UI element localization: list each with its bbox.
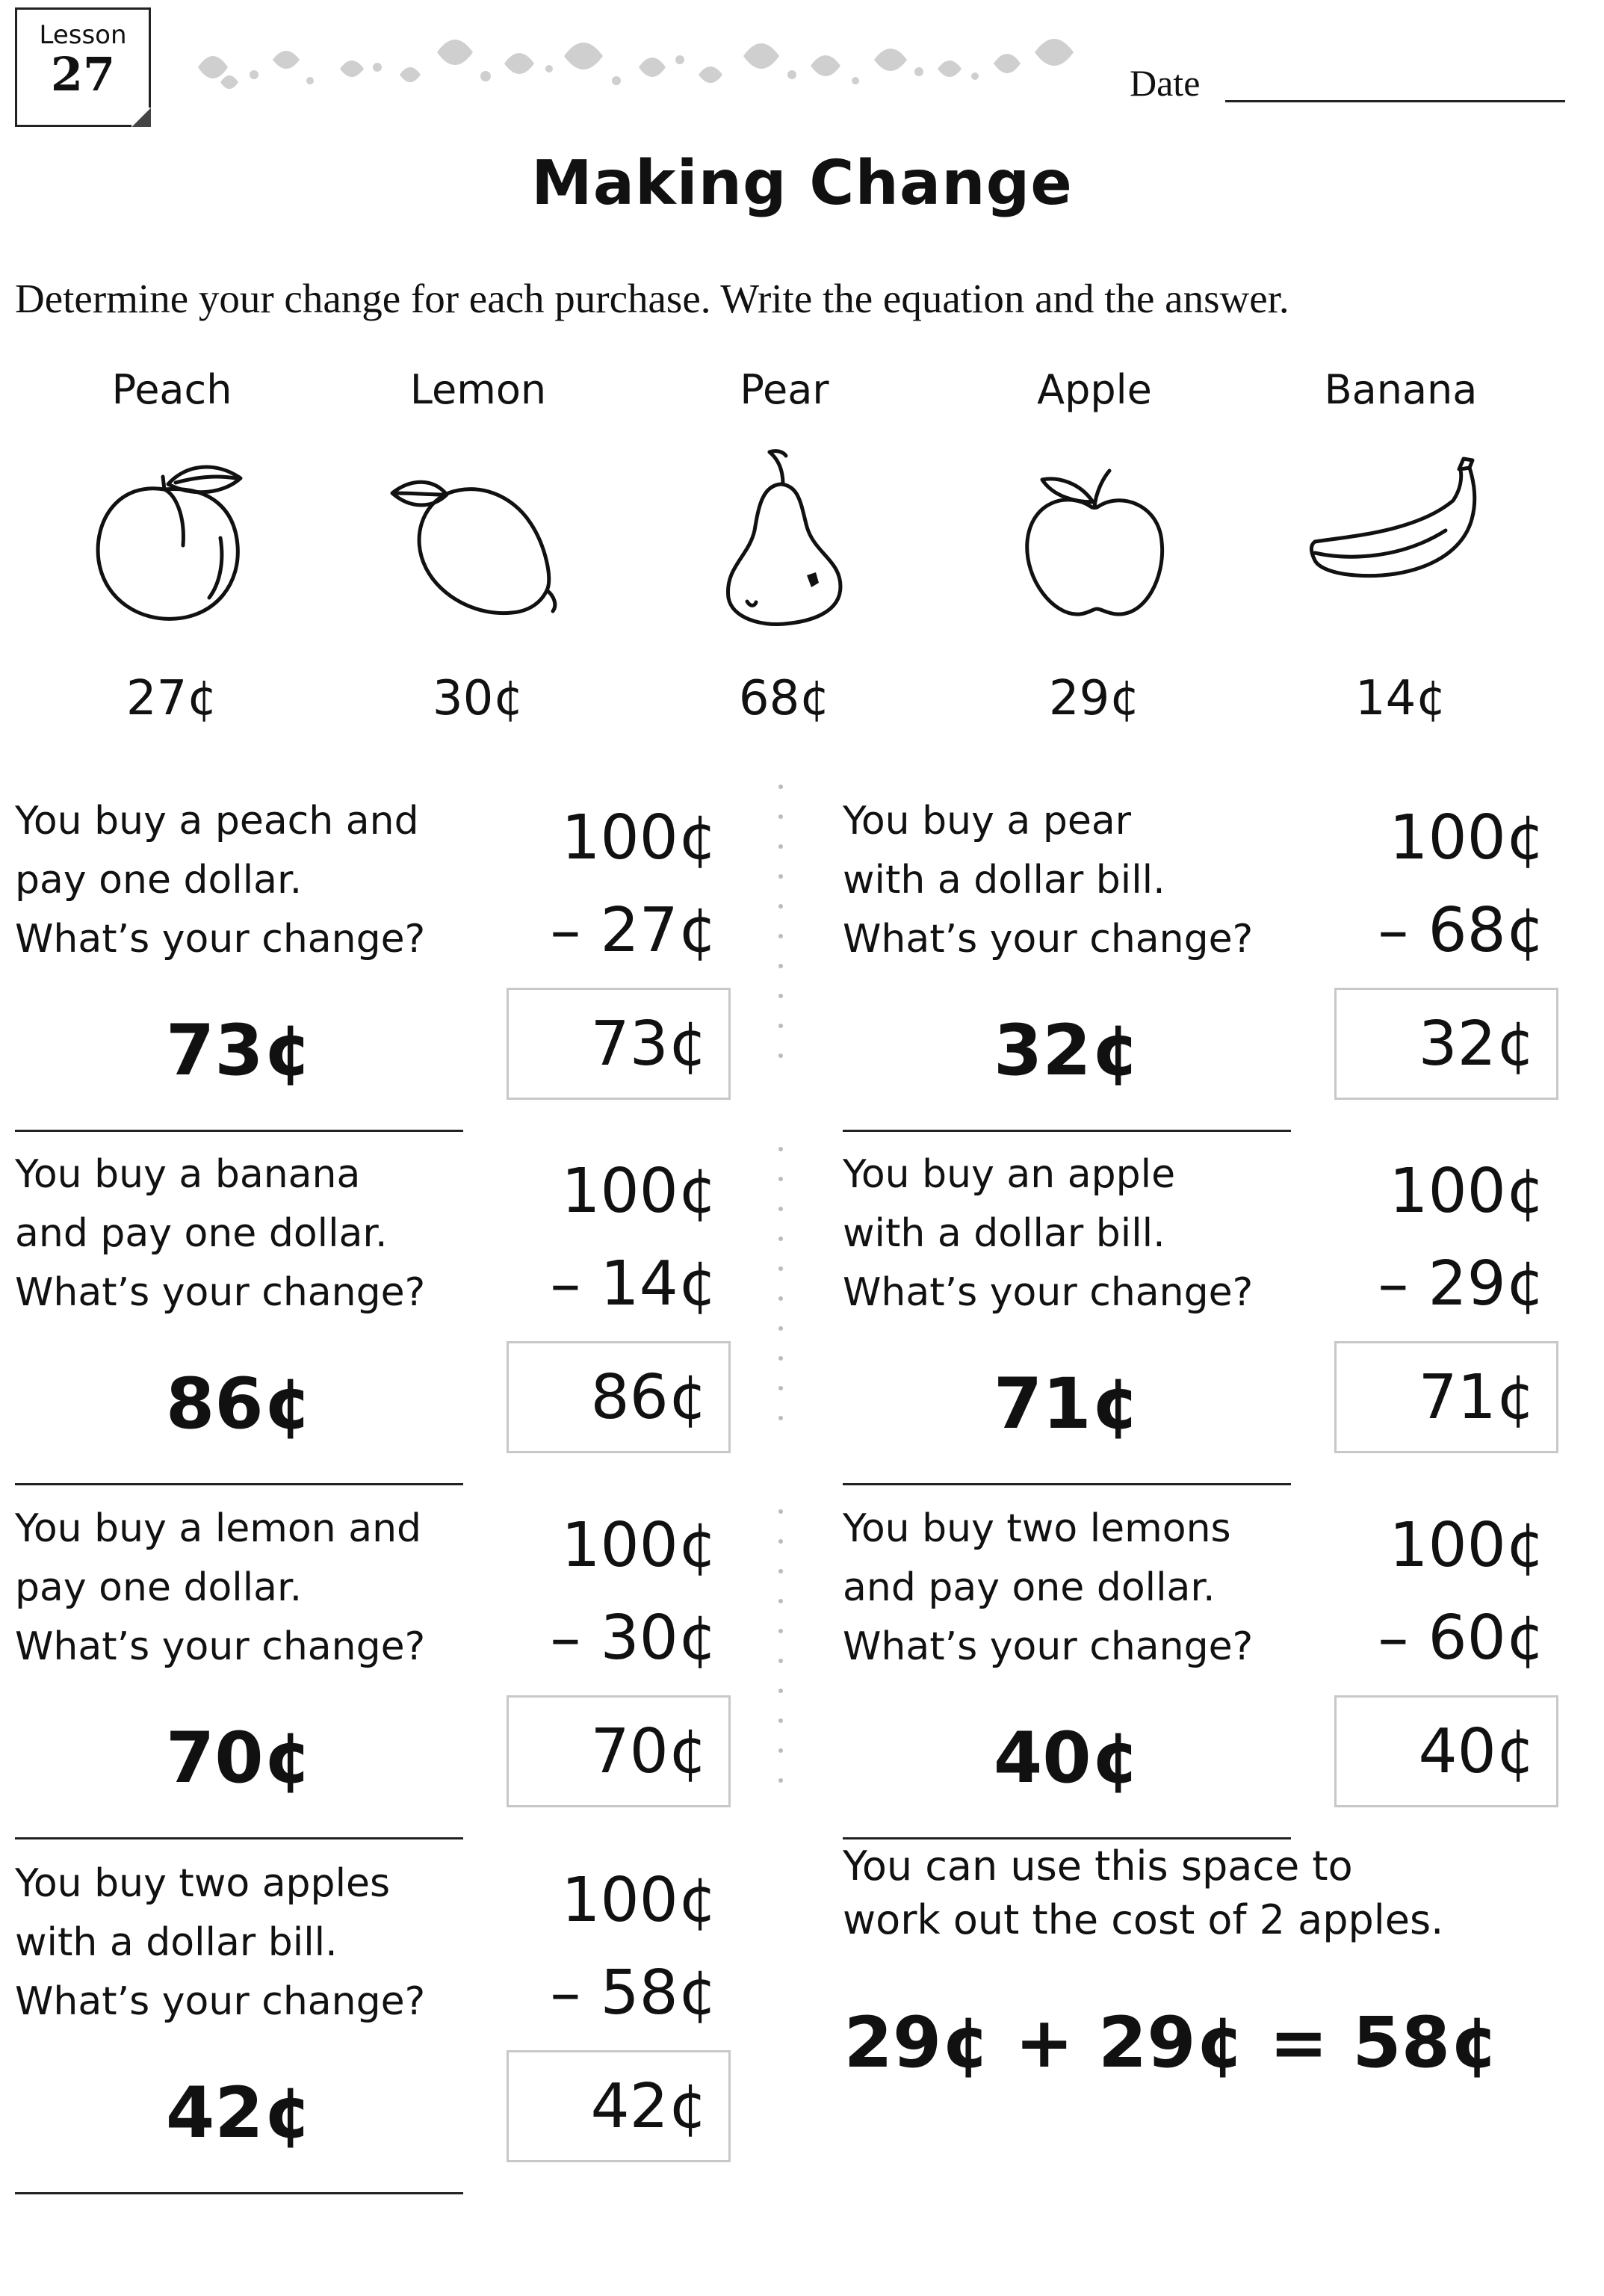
subtraction-equation <box>493 1854 717 2040</box>
fruit-banana <box>1289 366 1513 726</box>
minuend: 100¢ <box>561 1156 717 1227</box>
answer-field[interactable]: 73¢ <box>15 988 463 1132</box>
question-line: with a dollar bill. <box>15 1920 338 1965</box>
question-line: You buy a peach and <box>15 799 419 844</box>
answer-field[interactable]: 32¢ <box>843 988 1291 1132</box>
question-line: with a dollar bill. <box>843 858 1165 903</box>
problem-4 <box>843 1145 1604 1474</box>
fruit-price: 14¢ <box>1354 671 1447 726</box>
banana-icon <box>1304 448 1498 628</box>
question-text <box>15 792 425 969</box>
fruit-name: Lemon <box>409 366 547 413</box>
question-line: What’s your change? <box>15 917 426 962</box>
problem-5 <box>15 1500 829 1828</box>
question-text <box>15 1500 425 1677</box>
instructions: Determine your change for each purchase. Write the equation and the answer. <box>15 276 1289 321</box>
subtraction-equation <box>493 1500 717 1685</box>
question-line: You buy two lemons <box>843 1506 1231 1551</box>
question-line: pay one dollar. <box>15 858 303 903</box>
question-line: What’s your change? <box>843 1270 1254 1315</box>
minuend: 100¢ <box>561 1865 717 1936</box>
result-box[interactable]: 42¢ <box>507 2050 731 2162</box>
subtrahend: – 58¢ <box>550 1958 717 2029</box>
fruit-lemon <box>366 366 590 726</box>
fruit-name: Apple <box>1037 366 1152 413</box>
lesson-badge <box>15 7 151 127</box>
subtrahend: – 68¢ <box>1378 895 1545 966</box>
problem-6 <box>843 1500 1604 1828</box>
work-space-equation[interactable]: 29¢ + 29¢ = 58¢ <box>843 2002 1499 2084</box>
pear-icon <box>687 448 882 628</box>
fruit-apple <box>982 366 1207 726</box>
page-title: Making Change <box>531 148 1073 219</box>
fruit-price: 29¢ <box>1048 671 1141 726</box>
result-box[interactable]: 71¢ <box>1334 1341 1558 1453</box>
question-text <box>15 1854 425 2032</box>
result-box[interactable]: 32¢ <box>1334 988 1558 1100</box>
fruit-name: Pear <box>740 366 829 413</box>
question-text <box>843 1500 1253 1677</box>
subtraction-equation <box>1321 1145 1545 1331</box>
fruit-price: 27¢ <box>126 671 218 726</box>
question-line: What’s your change? <box>15 1624 426 1669</box>
result-box[interactable]: 86¢ <box>507 1341 731 1453</box>
lemon-icon <box>381 448 575 628</box>
answer-field[interactable]: 70¢ <box>15 1695 463 1839</box>
question-line: You buy an apple <box>843 1152 1176 1197</box>
minuend: 100¢ <box>1389 802 1545 873</box>
result-box[interactable]: 70¢ <box>507 1695 731 1807</box>
subtraction-equation <box>493 1145 717 1331</box>
minuend: 100¢ <box>561 1510 717 1581</box>
question-line: What’s your change? <box>843 1624 1254 1669</box>
decorative-leaf-border <box>191 22 1094 105</box>
date-label: Date <box>1130 62 1201 104</box>
problem-2 <box>843 792 1604 1121</box>
question-line: What’s your change? <box>15 1270 426 1315</box>
question-line: and pay one dollar. <box>15 1211 388 1256</box>
fruit-peach <box>60 366 284 726</box>
question-line: pay one dollar. <box>15 1565 303 1610</box>
minuend: 100¢ <box>1389 1156 1545 1227</box>
minuend: 100¢ <box>561 802 717 873</box>
result-box[interactable]: 40¢ <box>1334 1695 1558 1807</box>
fruit-price: 68¢ <box>738 671 831 726</box>
subtrahend: – 27¢ <box>550 895 717 966</box>
work-note-line: You can use this space to <box>843 1842 1353 1890</box>
peach-icon <box>75 448 269 628</box>
problem-7 <box>15 1854 829 2183</box>
question-line: and pay one dollar. <box>843 1565 1216 1610</box>
question-text <box>15 1145 425 1322</box>
question-line: You buy a pear <box>843 799 1132 844</box>
question-line: You buy a lemon and <box>15 1506 422 1551</box>
answer-field[interactable]: 86¢ <box>15 1341 463 1485</box>
date-field[interactable] <box>1225 100 1565 102</box>
question-line: What’s your change? <box>843 917 1254 962</box>
lesson-number: 27 <box>50 47 116 102</box>
subtrahend: – 30¢ <box>550 1603 717 1674</box>
problem-3 <box>15 1145 829 1474</box>
fruit-name: Peach <box>111 366 232 413</box>
question-line: What’s your change? <box>15 1979 426 2024</box>
apple-icon <box>997 448 1192 628</box>
fruit-name: Banana <box>1324 366 1478 413</box>
lesson-label: Lesson <box>39 20 127 50</box>
problem-1 <box>15 792 829 1121</box>
question-line: with a dollar bill. <box>843 1211 1165 1256</box>
minuend: 100¢ <box>1389 1510 1545 1581</box>
question-text <box>843 792 1253 969</box>
work-space-note <box>843 1839 1443 1947</box>
subtraction-equation <box>1321 792 1545 977</box>
fruit-price: 30¢ <box>432 671 524 726</box>
answer-field[interactable]: 71¢ <box>843 1341 1291 1485</box>
subtraction-equation <box>1321 1500 1545 1685</box>
work-note-line: work out the cost of 2 apples. <box>843 1896 1444 1943</box>
question-line: You buy two apples <box>15 1861 391 1906</box>
subtrahend: – 29¢ <box>1378 1248 1545 1319</box>
subtrahend: – 60¢ <box>1378 1603 1545 1674</box>
subtrahend: – 14¢ <box>550 1248 717 1319</box>
subtraction-equation <box>493 792 717 977</box>
answer-field[interactable]: 40¢ <box>843 1695 1291 1839</box>
question-line: You buy a banana <box>15 1152 361 1197</box>
answer-field[interactable]: 42¢ <box>15 2050 463 2194</box>
result-box[interactable]: 73¢ <box>507 988 731 1100</box>
fruit-pear <box>672 366 897 726</box>
question-text <box>843 1145 1253 1322</box>
